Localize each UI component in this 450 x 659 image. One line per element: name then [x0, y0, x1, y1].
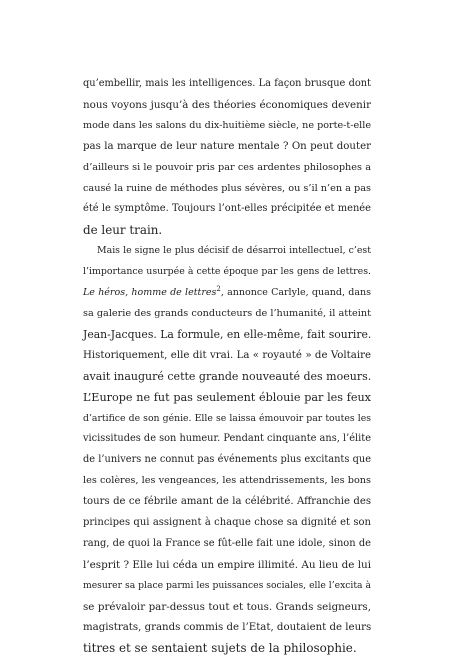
text-line: avait inauguré cette grande nouveauté des moeurs. [83, 369, 372, 383]
text-line: principes qui assignent à chaque chose sa dignité et son [83, 517, 371, 529]
footnote-ref[interactable]: 2 [216, 284, 221, 293]
text-line: Jean-Jacques. La formule, en elle-même, fait sourire. [83, 327, 372, 341]
text-line: mesurer sa place parmi les puissances sociales, elle l’excita à [83, 579, 371, 591]
text-line: vicissitudes de son humeur. Pendant cinquante ans, l’élite [83, 433, 372, 445]
text-line: sa galerie des grands conducteurs de l’humanité, il atteint [83, 307, 371, 319]
text-line: l’esprit ? Elle lui céda un empire illimité. Au lieu de lui [83, 558, 372, 571]
text-line: tours de ce fébrile amant de la célébrité. Affranchie des [83, 496, 371, 508]
text-line: Historiquement, elle dit vrai. La « royauté » de Voltaire [83, 349, 371, 361]
text-line: de leur train. [83, 223, 163, 238]
text-line: causé la ruine de méthodes plus sévères, ou s’il n’en a pas [83, 182, 371, 194]
text-line: L’Europe ne fut pas seulement éblouie par les feux [83, 390, 371, 404]
text-line: rang, de quoi la France se fût-elle fait une idole, sinon de [83, 537, 371, 549]
text-line: pas la marque de leur nature mentale ? On peut douter [83, 140, 371, 152]
text-line: magistrats, grands commis de l’Etat, doutaient de leurs [83, 621, 372, 633]
text-run: , annonce Carlyle, quand, dans [220, 287, 371, 299]
text-line: mode dans les salons du dix-huitième siècle, ne porte-t-elle [83, 119, 371, 131]
text-line: les colères, les vengeances, les attendrissements, les bons [83, 475, 371, 487]
book-page [83, 74, 371, 659]
text-line: de l’univers ne connut pas événements plus excitants que [83, 454, 371, 466]
text-line: d’artifice de son génie. Elle se laissa émouvoir par toutes les [83, 412, 371, 424]
text-line [83, 283, 371, 304]
paragraph-1 [83, 74, 371, 241]
text-line: d’ailleurs si le pouvoir pris par ces ardentes philosophes a [83, 161, 371, 173]
paragraph-2 [83, 241, 371, 659]
text-line: Mais le signe le plus décisif de désarroi intellectuel, c’est [97, 245, 371, 257]
text-line: l’importance usurpée à cette époque par les gens de lettres. [83, 266, 371, 278]
text-line: se prévaloir par-dessus tout et tous. Grands seigneurs, [83, 600, 371, 613]
text-line: nous voyons jusqu’à des théories économiques devenir [83, 98, 371, 111]
text-line: été le symptôme. Toujours l’ont-elles précipitée et menée [83, 203, 371, 215]
text-line: titres et se sentaient sujets de la philosophie. [83, 641, 357, 656]
text-line: qu’embellir, mais les intelligences. La façon brusque dont [83, 78, 371, 89]
quoted-title: Le héros, homme de lettres [83, 287, 217, 299]
